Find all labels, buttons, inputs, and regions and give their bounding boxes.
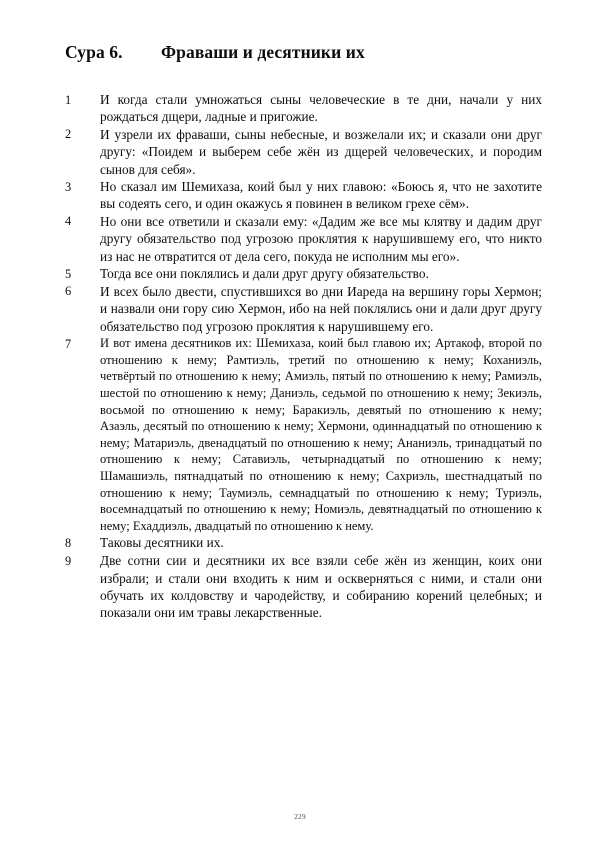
verse-number: 3: [65, 179, 72, 194]
verse-text: Таковы десятники их.: [100, 535, 224, 551]
verse-text: Но сказал им Шемихаза, коий был у них главою: «Боюсь я, что не захотите вы содеять сего, и один окажусь я повинен в великом грехе сём».: [100, 179, 542, 212]
verse-number: 6: [65, 284, 72, 299]
page-number: 229: [294, 812, 306, 821]
verse-number: 9: [65, 553, 72, 568]
verse-text: И вот имена десятников их: Шемихаза, коий был главою их; Артакоф, второй по отношению к нему; Рамтиэль, третий по отношению к нему; Коханиэль, четвёртый по отношению к нему; Амиэль, пятый по отношению к нему; Рамиэль, шестой по отношению к нему; Даниэль, седьмой по отношению к нему; Зекиэль, восьмой по отношению к нему; Баракиэль, девятый по отношению к нему; Азаэль, десятый по отношению к нему; Хермони, одиннадцатый по отношению к нему; Матариэль, двенадцатый по отношению к нему; Ананиэль, тринадцатый по отношению к нему; Сатавиэль, четырнадцатый по отношению к нему; Шамашиэль, пятнадцатый по отношению к нему; Сахриэль, шестнадцатый по отношению к нему; Таумиэль, семнадцатый по отношению к нему; Туриэль, восемнадцатый по отношению к нему; Номиэль, девятнадцатый по отношению к нему; Ехаддиэль, двадцатый по отношению к нему.: [100, 336, 542, 533]
verse-text: И всех было двести, спустившихся во дни Иареда на вершину горы Хермон; и назвали они гору сию Хермон, ибо на ней поклялись они и дали друг другу обязательство под угрозою проклятия к нарушившему его.: [100, 283, 542, 334]
verse-text: И когда стали умножаться сыны человеческие в те дни, начали у них рождаться дщери, ладные и пригожие.: [100, 92, 542, 125]
chapter-number-label: Сура 6.: [65, 42, 123, 62]
verse-row: [65, 335, 542, 534]
verse-row: [65, 213, 542, 265]
verse-text: И узрели их фраваши, сыны небесные, и возжелали их; и сказали они друг другу: «Поидем и выберем себе жён из дщерей человеческих, и породим сынов для себя».: [100, 126, 542, 177]
verse-text: Две сотни сии и десятники их все взяли себе жён из женщин, коих они избрали; и стали они входить к ним и оскверняться с ними, и стали они обучать их колдовству и чародейству, и собиранию корений целебных; и показали они им травы лекарственные.: [100, 553, 542, 621]
verse-number: 7: [65, 336, 72, 351]
verse-number: 1: [65, 92, 72, 107]
verse-number: 5: [65, 266, 72, 281]
verse-text: Тогда все они поклялись и дали друг другу обязательство.: [100, 266, 429, 282]
verse-row: [65, 534, 542, 552]
verse-row: [65, 265, 542, 283]
verse-row: [65, 126, 542, 178]
verse-number: 8: [65, 535, 72, 550]
chapter-heading: [65, 42, 545, 63]
verse-row: [65, 283, 542, 335]
verse-row: [65, 552, 542, 622]
verse-text: Но они все ответили и сказали ему: «Дадим же все мы клятву и дадим друг другу обязательство под угрозою проклятия к нарушившему его, что никто из нас не отвратится от дела сего, покуда не исполним мы его».: [100, 213, 542, 264]
chapter-title: Фраваши и десятники их: [161, 42, 365, 62]
verse-row: [65, 178, 542, 213]
verse-number: 4: [65, 214, 72, 229]
verse-number: 2: [65, 127, 72, 142]
verse-list: [65, 91, 542, 622]
verse-row: [65, 91, 542, 126]
page-folio: [0, 812, 600, 821]
